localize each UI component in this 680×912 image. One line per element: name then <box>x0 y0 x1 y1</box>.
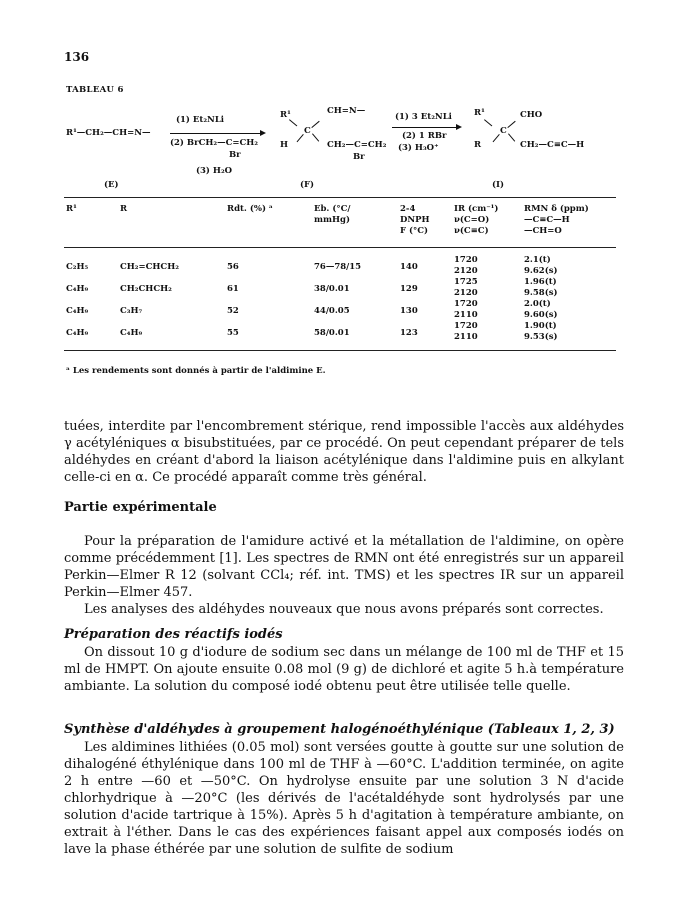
bond <box>312 133 319 141</box>
table-title: TABLEAU 6 <box>66 85 124 95</box>
intermediate-top-group: CH=N— <box>327 106 366 116</box>
table-top-rule <box>64 197 616 198</box>
table-cell-ir-cc: 2110 <box>454 332 478 342</box>
paragraph-iodine-prep: On dissout 10 g d'iodure de sodium sec dans un mélange de 100 ml de THF et 15 ml de HMPT. On ajoute ensuite 0.08 mol (9 g) de dichloré et agite 5 h.à température ambiante. La solution du composé iodé obtenu peut être utilisée telle quelle. <box>64 645 624 694</box>
table-cell-ir-cc: 2120 <box>454 288 478 298</box>
table-cell-rmn-ch: 1.96(t) <box>524 277 557 287</box>
bond <box>311 121 319 128</box>
table-header-rule <box>64 247 616 248</box>
header-line: 2-4 <box>400 204 416 214</box>
header-line: mmHg) <box>314 215 350 225</box>
table-footnote: ᵃ Les rendements sont donnés à partir de l'aldimine E. <box>66 366 326 376</box>
col-header-boiling-point <box>314 204 350 226</box>
table-cell-rmn-ch: 1.90(t) <box>524 321 557 331</box>
col-header-dnph <box>400 204 430 237</box>
table-cell-ir-co: 1720 <box>454 321 478 331</box>
step2-reagent-2: (2) 1 RBr <box>402 131 447 141</box>
reaction-scheme <box>0 100 680 192</box>
intermediate-bottom-group: CH₂—C=CH₂ <box>327 140 387 150</box>
step1-reagent-1: (1) Et₂NLi <box>176 115 225 125</box>
product-r: R <box>474 140 482 150</box>
table-cell-yield: 56 <box>227 262 239 272</box>
header-line: Eb. (°C/ <box>314 204 351 214</box>
table-cell-ir-co: 1720 <box>454 255 478 265</box>
col-header-yield: Rdt. (%) ᵃ <box>227 204 273 214</box>
step2-reagent-1: (1) 3 Et₂NLi <box>395 112 452 122</box>
step1-bromine: Br <box>229 150 241 160</box>
table-cell-ir-cc: 2110 <box>454 310 478 320</box>
table-cell-dnph: 129 <box>400 284 418 294</box>
product-r1: R¹ <box>474 108 485 118</box>
table-cell-dnph: 140 <box>400 262 418 272</box>
table-cell-r: C₃H₇ <box>120 306 143 316</box>
table-cell-r: CH₂=CHCH₂ <box>120 262 179 272</box>
table-cell-yield: 52 <box>227 306 239 316</box>
table-cell-r1: C₂H₅ <box>66 262 89 272</box>
product-top-group: CHO <box>520 110 543 120</box>
paragraph-methods: Pour la préparation de l'amidure activé et la métallation de l'aldimine, on opère comme précédemment [1]. Les spectres de RMN ont été enregistrés sur un appareil Perkin—Elmer R 12 (solvant CCl₄; réf. int. TMS) et les spectres IR sur un appareil Perkin—Elmer 457. <box>64 534 624 600</box>
reactant-formula: R¹—CH₂—CH=N— <box>66 128 151 138</box>
header-line: ν(C=O) <box>454 215 490 225</box>
paragraph-analyses: Les analyses des aldéhydes nouveaux que nous avons préparés sont correctes. <box>84 602 604 617</box>
step2-reagent-3: (3) H₃O⁺ <box>398 143 439 153</box>
table-cell-boiling-point: 76—78/15 <box>314 262 362 272</box>
table-cell-r1: C₄H₉ <box>66 328 89 338</box>
bond <box>508 133 515 141</box>
table-cell-r1: C₄H₉ <box>66 284 89 294</box>
intermediate-r1: R¹ <box>280 110 291 120</box>
col-header-ir <box>454 204 498 237</box>
header-line: —CH=O <box>524 226 562 236</box>
compound-label-f: (F) <box>300 180 315 190</box>
table-bottom-rule <box>64 350 616 351</box>
table-cell-dnph: 130 <box>400 306 418 316</box>
table-cell-ir-co: 1725 <box>454 277 478 287</box>
bond <box>507 121 515 128</box>
table-cell-boiling-point: 38/0.01 <box>314 284 350 294</box>
header-line: —C≡C—H <box>524 215 570 225</box>
bond <box>484 119 492 126</box>
paragraph-synthesis: Les aldimines lithiées (0.05 mol) sont versées goutte à goutte sur une solution de dihalogéné éthylénique dans 100 ml de THF à —60°C. L'addition terminée, on agite 2 h entre —60 et —50°C. On hydrolyse ensuite par une solution 3 N d'acide chlorhydrique à —20°C (les dérivés de l'acétaldéhyde sont hydrolysés par une solution d'acide tartrique à 15%). Après 5 h d'agitation à température ambiante, on extrait à l'éther. Dans le cas des expériences faisant appel aux composés iodés on lave la phase éthérée par une solution de sulfite de sodium <box>64 740 624 857</box>
table-cell-r: C₄H₉ <box>120 328 143 338</box>
product-bottom-group: CH₂—C≡C—H <box>520 140 585 150</box>
table-cell-yield: 55 <box>227 328 239 338</box>
step1-reagent-3: (3) H₂O <box>196 166 233 176</box>
header-line: RMN δ (ppm) <box>524 204 589 214</box>
table-cell-r: CH₂CHCH₂ <box>120 284 172 294</box>
table-cell-yield: 61 <box>227 284 239 294</box>
paragraph-intro: tuées, interdite par l'encombrement stérique, rend impossible l'accès aux aldéhydes γ acétyléniques α bisubstituées, par ce procédé. On peut cependant préparer de tels aldéhydes en créant d'abord la liaison acétylénique dans l'aldimine puis en alkylant celle-ci en α. Ce procédé apparaît comme très général. <box>64 419 624 485</box>
table-cell-rmn-cho: 9.60(s) <box>524 310 558 320</box>
intermediate-bromine: Br <box>353 152 365 162</box>
bond <box>297 134 304 142</box>
header-line: F (°C) <box>400 226 429 236</box>
bond <box>493 134 500 142</box>
table-cell-dnph: 123 <box>400 328 418 338</box>
col-header-r: R <box>120 204 128 214</box>
header-line: DNPH <box>400 215 430 225</box>
table-cell-boiling-point: 44/0.05 <box>314 306 350 316</box>
col-header-rmn <box>524 204 589 237</box>
table-cell-rmn-cho: 9.62(s) <box>524 266 558 276</box>
bond <box>289 119 297 126</box>
compound-label-i: (I) <box>492 180 505 190</box>
reaction-arrow-1 <box>170 133 264 134</box>
compound-label-e: (E) <box>104 180 119 190</box>
table-cell-rmn-ch: 2.0(t) <box>524 299 551 309</box>
col-header-r1: R¹ <box>66 204 77 214</box>
table-cell-boiling-point: 58/0.01 <box>314 328 350 338</box>
table-cell-rmn-cho: 9.53(s) <box>524 332 558 342</box>
heading-iodine-reagents: Préparation des réactifs iodés <box>64 627 283 642</box>
table-cell-r1: C₄H₉ <box>66 306 89 316</box>
reaction-arrow-2 <box>392 127 460 128</box>
product-c: C <box>500 126 507 136</box>
intermediate-h: H <box>280 140 289 150</box>
heading-experimental: Partie expérimentale <box>64 500 217 515</box>
page-number: 136 <box>64 50 90 64</box>
step1-reagent-2: (2) BrCH₂—C=CH₂ <box>170 138 259 148</box>
heading-aldehyde-synthesis: Synthèse d'aldéhydes à groupement halogénoéthylénique (Tableaux 1, 2, 3) <box>64 722 615 737</box>
header-line: IR (cm⁻¹) <box>454 204 499 214</box>
header-line: ν(C≡C) <box>454 226 489 236</box>
table-cell-ir-cc: 2120 <box>454 266 478 276</box>
intermediate-c: C <box>304 126 311 136</box>
table-cell-ir-co: 1720 <box>454 299 478 309</box>
table-cell-rmn-cho: 9.58(s) <box>524 288 558 298</box>
table-cell-rmn-ch: 2.1(t) <box>524 255 551 265</box>
